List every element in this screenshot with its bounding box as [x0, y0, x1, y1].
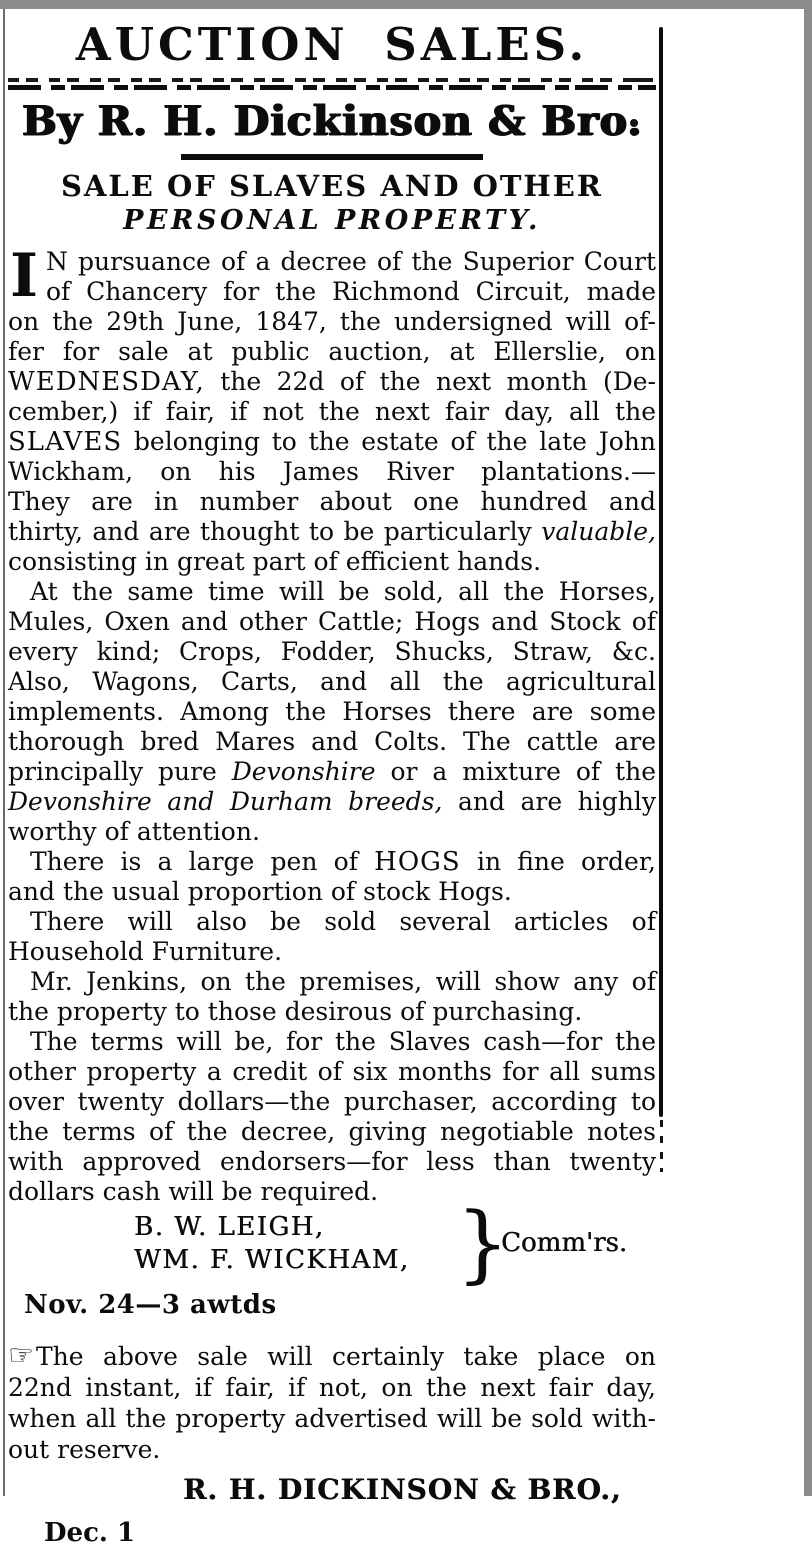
- cutoff-partial-line: Dec. 1: [44, 1518, 136, 1548]
- body-line: [8, 1027, 656, 1057]
- text-segment: thorough bred Mares and Colts. The cattle are: [8, 727, 656, 756]
- text-segment: and the usual proportion of stock Hogs.: [8, 877, 512, 906]
- commissioner-name: B. W. LEIGH,: [134, 1212, 325, 1242]
- text-segment: Also, Wagons, Carts, and all the agricultural: [8, 667, 656, 696]
- body-line: [8, 727, 656, 757]
- body-line: [8, 1372, 656, 1403]
- paragraph: [8, 907, 656, 967]
- text-segment: Devonshire: [231, 757, 376, 786]
- body-line: [8, 277, 656, 307]
- text-segment: Wickham, on his James River plantations.—: [8, 457, 656, 486]
- text-segment: out reserve.: [8, 1435, 161, 1464]
- sale-heading-line1: SALE OF SLAVES AND OTHER: [60, 169, 604, 203]
- body-line: [8, 937, 656, 967]
- text-segment: the 22d of the next month (De-: [204, 367, 656, 396]
- dashed-rule: [8, 78, 656, 82]
- body-line: [8, 247, 656, 277]
- manicule-icon: ☞: [8, 1338, 34, 1372]
- text-segment: consisting in great part of efficient hands.: [8, 547, 542, 576]
- body-line: [8, 547, 656, 577]
- sale-heading-line2: PERSONAL PROPERTY.: [123, 205, 541, 236]
- text-segment: The terms will be, for the Slaves cash—for the: [30, 1027, 656, 1056]
- text-segment: The above sale will certainly take place on: [36, 1342, 656, 1371]
- text-segment: HOGS: [374, 847, 461, 877]
- body-line: [8, 1177, 656, 1207]
- text-segment: They are in number about one hundred and: [8, 487, 656, 516]
- body-line: [8, 757, 656, 787]
- advertisement-column: [8, 9, 656, 1548]
- text-segment: with approved endorsers—for less than twenty: [8, 1147, 656, 1176]
- text-segment: in fine order,: [460, 847, 656, 876]
- scan-edge-right: [804, 0, 812, 1496]
- commissioners-signature-block: [8, 1194, 656, 1292]
- text-segment: cember,) if fair, if not the next fair day, all the: [8, 397, 656, 426]
- body-line: [8, 787, 656, 817]
- notice-lines: [8, 1340, 656, 1465]
- body-line: [8, 427, 656, 457]
- text-segment: the terms of the decree, giving negotiable notes: [8, 1117, 656, 1146]
- text-segment: every kind; Crops, Fodder, Shucks, Straw, &c.: [8, 637, 656, 666]
- commissioner-name: WM. F. WICKHAM,: [134, 1245, 410, 1275]
- text-segment: dollars cash will be required.: [8, 1177, 379, 1206]
- body-line: [8, 457, 656, 487]
- text-segment: 22nd instant, if fair, if not, on the next fair day,: [8, 1373, 656, 1402]
- text-segment: Mr. Jenkins, on the premises, will show any of: [30, 967, 656, 996]
- body-line: [8, 967, 656, 997]
- text-segment: fer for sale at public auction, at Ellerslie, on: [8, 337, 656, 366]
- body-line: [8, 517, 656, 547]
- text-segment: other property a credit of six months for all sums: [8, 1057, 656, 1086]
- body-line: [8, 1057, 656, 1087]
- paragraph: [8, 577, 656, 847]
- commissioners-title: Comm'rs.: [501, 1228, 628, 1258]
- text-segment: over twenty dollars—the purchaser, according to: [8, 1087, 656, 1116]
- scan-edge-top: [0, 0, 812, 9]
- paragraph: [8, 1027, 656, 1207]
- body-line: [8, 397, 656, 427]
- section-masthead: AUCTION SALES.: [75, 18, 589, 71]
- body-line: [8, 1434, 656, 1465]
- body-line: [8, 1117, 656, 1147]
- body-line: [8, 667, 656, 697]
- brace-glyph: }: [456, 1194, 510, 1292]
- text-segment: Household Furniture.: [8, 937, 283, 966]
- text-segment: Devonshire and Durham breeds,: [8, 787, 443, 816]
- dateline: Nov. 24—3 awtds: [24, 1290, 277, 1320]
- body-line: [8, 847, 656, 877]
- body-line: [8, 697, 656, 727]
- text-segment: N pursuance of a decree of the Superior Court: [46, 247, 656, 276]
- body-line: [8, 1087, 656, 1117]
- text-segment: SLAVES: [8, 427, 123, 457]
- column-divider-rule-tail: [660, 1120, 663, 1172]
- text-segment: or a mixture of the: [375, 757, 656, 786]
- advertisement-paragraphs: [8, 241, 656, 1207]
- drop-cap: I: [10, 241, 39, 311]
- text-segment: WEDNESDAY,: [8, 367, 205, 397]
- body-line: [8, 577, 656, 607]
- body-line: [8, 1403, 656, 1434]
- text-segment: There is a large pen of: [30, 847, 375, 876]
- page-border-left: [3, 9, 5, 1496]
- body-line: [8, 337, 656, 367]
- text-segment: the property to those desirous of purchasing.: [8, 997, 583, 1026]
- text-segment: principally pure: [8, 757, 232, 786]
- body-line: [8, 907, 656, 937]
- body-line: [8, 367, 656, 397]
- body-line: [8, 637, 656, 667]
- body-line: [8, 817, 656, 847]
- body-line: [8, 1147, 656, 1177]
- body-line: [8, 487, 656, 517]
- heavy-rule: [181, 154, 483, 160]
- dashed-rule: [8, 85, 656, 90]
- auctioneer-heading: By R. H. Dickinson & Bro.: [21, 97, 643, 145]
- text-segment: when all the property advertised will be sold with-: [8, 1404, 656, 1433]
- text-segment: of Chancery for the Richmond Circuit, made: [46, 277, 656, 306]
- text-segment: worthy of attention.: [8, 817, 260, 846]
- text-segment: At the same time will be sold, all the Horses,: [30, 577, 656, 606]
- text-segment: belonging to the estate of the late John: [122, 427, 656, 456]
- text-segment: Mules, Oxen and other Cattle; Hogs and Stock of: [8, 607, 656, 636]
- body-line: [8, 607, 656, 637]
- text-segment: and are highly: [442, 787, 656, 816]
- text-segment: thirty, and are thought to be particularly: [8, 517, 542, 546]
- text-segment: There will also be sold several articles of: [30, 907, 656, 936]
- body-line: [8, 1340, 656, 1372]
- text-segment: implements. Among the Horses there are some: [8, 697, 656, 726]
- body-line: [8, 877, 656, 907]
- text-segment: on the 29th June, 1847, the undersigned will of-: [8, 307, 656, 336]
- text-segment: valuable,: [541, 517, 656, 546]
- paragraph: [8, 241, 656, 577]
- paragraph: [8, 967, 656, 1027]
- column-divider-rule: [659, 27, 663, 1117]
- firm-signature: R. H. DICKINSON & BRO.,: [183, 1473, 622, 1506]
- body-line: [8, 307, 656, 337]
- body-line: [8, 997, 656, 1027]
- paragraph: [8, 847, 656, 907]
